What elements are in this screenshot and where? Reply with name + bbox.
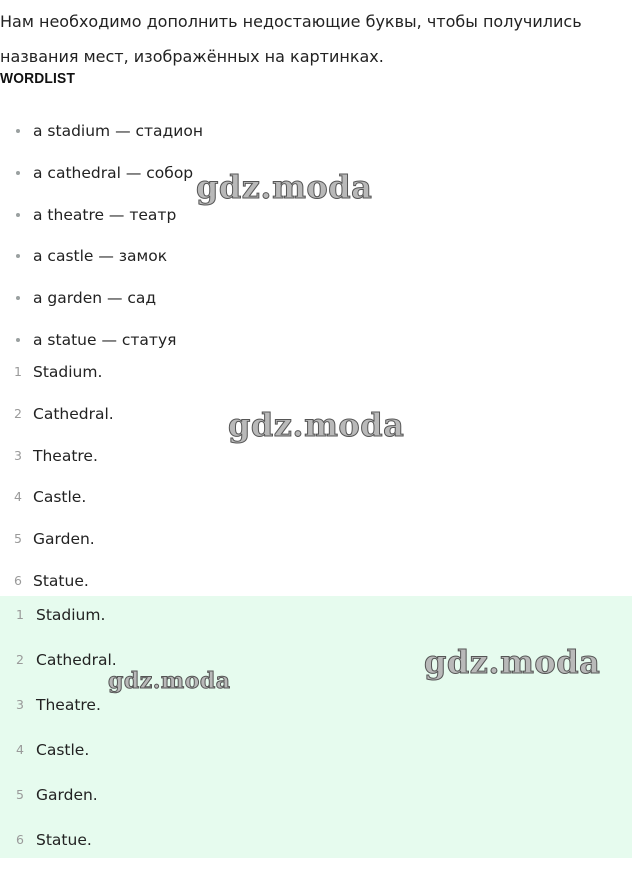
item-number: 3 (14, 447, 22, 463)
wordlist-item-text: a theatre — театр (33, 205, 177, 224)
wordlist-item-text: a castle — замок (33, 247, 168, 266)
item-number: 5 (16, 787, 24, 802)
answer-item (0, 393, 114, 435)
bullet-icon (16, 296, 20, 300)
answer-text: Statue. (33, 571, 89, 590)
wordlist (0, 110, 203, 361)
answer-text: Theatre. (36, 696, 101, 714)
bullet-icon (16, 129, 20, 133)
item-number: 4 (16, 742, 24, 757)
item-number: 1 (14, 364, 22, 379)
answer-list (0, 351, 114, 602)
bullet-icon (16, 254, 20, 258)
wordlist-item-text: a cathedral — собор (33, 163, 194, 182)
watermark: gdz.moda (108, 668, 231, 694)
item-number: 2 (16, 652, 24, 667)
answer-text: Stadium. (36, 606, 106, 624)
watermark: gdz.moda (424, 643, 601, 681)
highlighted-answer-item (0, 729, 117, 774)
item-number: 5 (14, 531, 22, 547)
answer-text: Garden. (36, 786, 98, 804)
highlighted-answer-item (0, 594, 117, 639)
bullet-icon (16, 338, 20, 342)
intro-text: Нам необходимо дополнить недостающие буквы, чтобы получились названия мест, изображённых на картинках. (0, 12, 582, 66)
item-number: 6 (16, 832, 24, 847)
answer-item (0, 476, 114, 518)
highlighted-answer-item (0, 774, 117, 819)
answer-text: Cathedral. (36, 651, 117, 669)
answer-item (0, 351, 114, 393)
bullet-icon (16, 213, 20, 217)
answer-text: Castle. (36, 741, 90, 759)
wordlist-item (0, 235, 203, 277)
wordlist-item-text: a statue — статуя (33, 330, 177, 349)
watermark: gdz.moda (228, 406, 405, 444)
answer-text: Garden. (33, 530, 95, 549)
item-number: 1 (16, 607, 24, 622)
wordlist-heading: WORDLIST (0, 70, 76, 87)
answer-item (0, 518, 114, 560)
answer-text: Theatre. (33, 446, 98, 465)
answer-text: Castle. (33, 488, 87, 507)
item-number: 2 (14, 405, 22, 421)
answer-text: Statue. (36, 831, 92, 849)
answer-item (0, 435, 114, 477)
highlighted-answer-item (0, 684, 117, 729)
wordlist-item-text: a stadium — стадион (33, 122, 203, 140)
item-number: 6 (14, 572, 22, 588)
watermark: gdz.moda (196, 168, 373, 206)
highlighted-answer-item (0, 819, 117, 864)
answer-text: Cathedral. (33, 404, 114, 423)
wordlist-item-text: a garden — сад (33, 289, 157, 308)
item-number: 4 (14, 489, 22, 505)
highlighted-answer-item (0, 639, 117, 684)
highlighted-answer-list (0, 594, 117, 864)
wordlist-item (0, 194, 203, 236)
bullet-icon (16, 171, 20, 175)
answer-text: Stadium. (33, 363, 103, 381)
item-number: 3 (16, 697, 24, 712)
wordlist-item (0, 152, 203, 194)
wordlist-item (0, 277, 203, 319)
wordlist-item (0, 110, 203, 152)
